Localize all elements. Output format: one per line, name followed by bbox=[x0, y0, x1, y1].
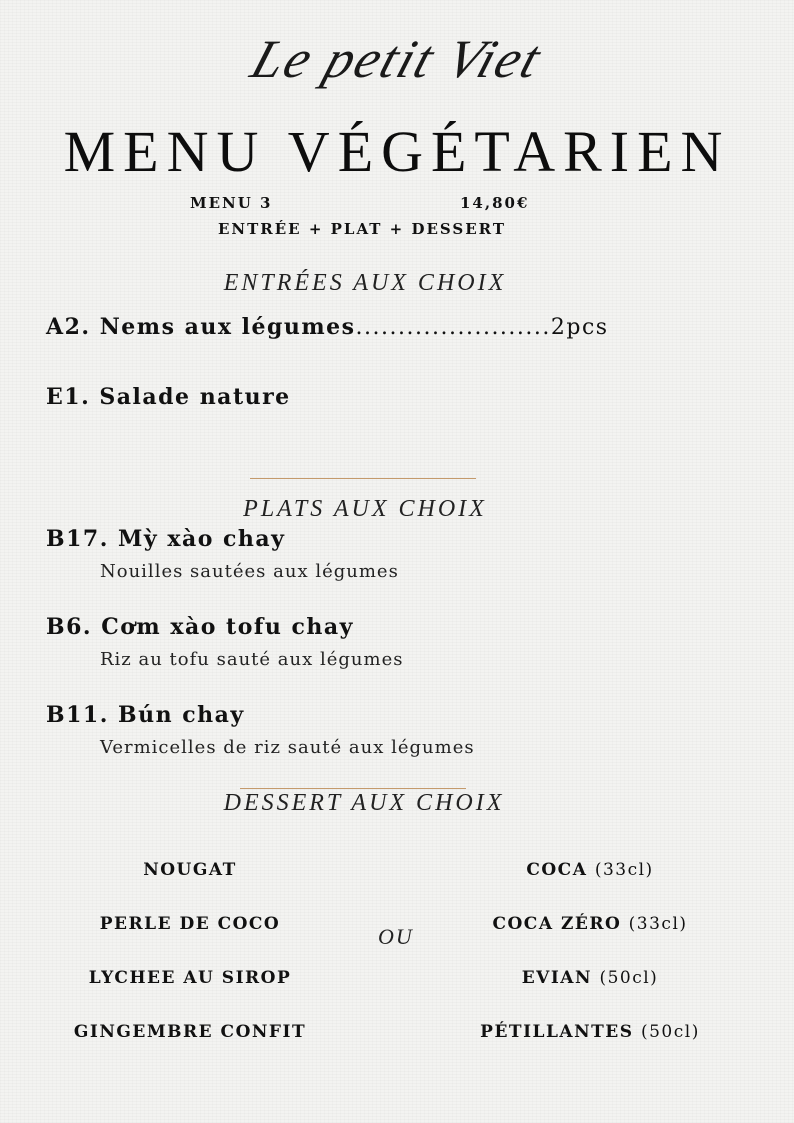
brand-logo: Le petit Viet bbox=[244, 29, 550, 89]
plat-item-name: B6. Cơm xào tofu chay bbox=[46, 614, 354, 640]
entree-item bbox=[46, 314, 609, 340]
entree-item-dots: ....................... bbox=[355, 315, 551, 340]
page-title: MENU VÉGÉTARIEN bbox=[63, 119, 731, 184]
plat-item-desc: Nouilles sautées aux légumes bbox=[100, 561, 399, 582]
entree-item-name: A2. Nems aux légumes bbox=[46, 314, 356, 340]
dessert-item: PERLE DE COCO bbox=[99, 914, 281, 934]
drink-volume: (50cl) bbox=[599, 968, 659, 988]
plat-item-name: B17. Mỳ xào chay bbox=[46, 526, 286, 552]
dessert-item: GINGEMBRE CONFIT bbox=[73, 1022, 307, 1042]
drink-volume: (33cl) bbox=[594, 860, 654, 880]
plats-heading: PLATS AUX CHOIX bbox=[243, 496, 487, 522]
plat-item-desc: Vermicelles de riz sauté aux légumes bbox=[100, 737, 475, 758]
section-divider bbox=[240, 788, 466, 789]
entrees-heading: ENTRÉES AUX CHOIX bbox=[223, 270, 507, 296]
menu-subtitle: ENTRÉE + PLAT + DESSERT bbox=[217, 220, 507, 238]
entree-item bbox=[46, 384, 291, 410]
drink-item bbox=[440, 860, 740, 880]
drink-name: EVIAN bbox=[521, 968, 593, 988]
drink-volume: (50cl) bbox=[640, 1022, 700, 1042]
menu-price: 14,80€ bbox=[460, 194, 530, 212]
drink-name: COCA ZÉRO bbox=[492, 914, 622, 934]
dessert-heading: DESSERT AUX CHOIX bbox=[223, 790, 505, 816]
dessert-item: NOUGAT bbox=[143, 860, 237, 880]
drink-item bbox=[440, 1022, 740, 1042]
plat-item-name: B11. Bún chay bbox=[46, 702, 245, 728]
or-separator: OU bbox=[378, 924, 414, 949]
drink-volume: (33cl) bbox=[628, 914, 688, 934]
drink-name: PÉTILLANTES bbox=[480, 1022, 634, 1042]
drink-item bbox=[440, 914, 740, 934]
dessert-item: LYCHEE AU SIROP bbox=[88, 968, 292, 988]
plat-item-desc: Riz au tofu sauté aux légumes bbox=[100, 649, 404, 670]
entree-item-qty: 2pcs bbox=[550, 315, 609, 340]
section-divider bbox=[250, 478, 476, 479]
entree-item-name: E1. Salade nature bbox=[46, 384, 291, 410]
drink-name: COCA bbox=[526, 860, 588, 880]
menu-label: MENU 3 bbox=[190, 194, 273, 212]
drink-item bbox=[440, 968, 740, 988]
